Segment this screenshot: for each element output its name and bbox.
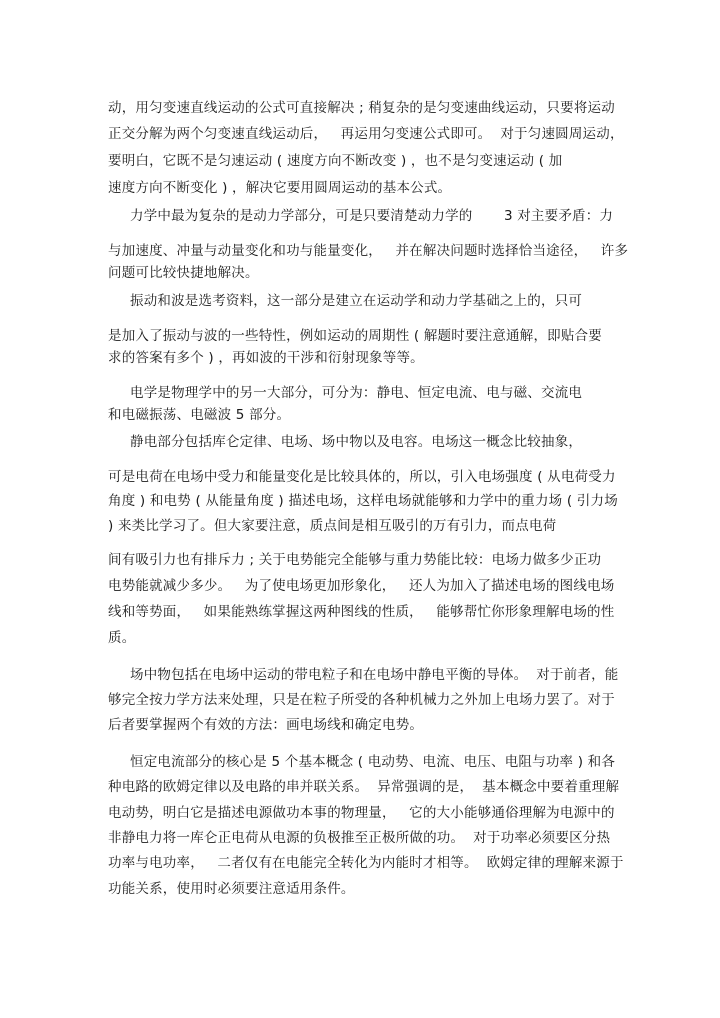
text-line: 电动势，明白它是描述电源做功本事的物理量， 它的大小能够通俗理解为电源中的: [108, 805, 615, 821]
text-line: 电势能就减少多少。 为了使电场更加形象化， 还人为加入了描述电场的图线电场: [108, 578, 615, 594]
text-line: 功率与电功率， 二者仅有在电能完全转化为内能时才相等。 欧姆定律的理解来源于: [108, 855, 624, 871]
text-line: 线和等势面， 如果能熟练掌握这两种图线的性质， 能够帮忙你形象理解电场的性: [108, 604, 615, 620]
text-line: 间有吸引力也有排斥力 ; 关于电势能完全能够与重力势能比较：电场力做多少正功: [108, 552, 602, 568]
text-line: 功能关系，使用时必须要注意适用条件。: [108, 881, 355, 897]
text-line: 与加速度、冲量与动量变化和功与能量变化， 并在解决问题时选择恰当途径， 许多: [108, 243, 629, 259]
text-line: 振动和波是选考资料，这一部分是建立在运动学和动力学基础之上的，只可: [130, 293, 583, 309]
text-line: 力学中最为复杂的是动力学部分，可是只要清楚动力学的 3 对主要矛盾：力: [130, 208, 614, 224]
text-line: 和电磁振荡、电磁波 5 部分。: [108, 407, 291, 423]
text-line: 速度方向不断变化 ) ，解决它要用圆周运动的基本公式。: [108, 180, 452, 196]
text-line: 是加入了振动与波的一些特性，例如运动的周期性 ( 解题时要注意通解，即贴合要: [108, 328, 602, 344]
text-line: 要明白，它既不是匀速运动 ( 速度方向不断改变 ) ，也不是匀变速运动 ( 加: [108, 153, 563, 169]
text-line: 种电路的欧姆定律以及电路的串并联关系。 异常强调的是， 基本概念中要着重理解: [108, 779, 620, 795]
text-line: 正交分解为两个匀变速直线运动后， 再运用匀变速公式即可。 对于匀速圆周运动，: [108, 126, 624, 142]
text-line: 动，用匀变速直线运动的公式可直接解决 ; 稍复杂的是匀变速曲线运动，只要将运动: [108, 100, 615, 116]
text-line: 角度 ) 和电势 ( 从能量角度 ) 描述电场，这样电场就能够和力学中的重力场 ( 引力场: [108, 493, 618, 509]
text-line: 够完全按力学方法来处理，只是在粒子所受的各种机械力之外加上电场力罢了。对于: [108, 692, 615, 708]
text-line: 后者要掌握两个有效的方法：画电场线和确定电势。: [108, 717, 424, 733]
text-line: 场中物包括在电场中运动的带电粒子和在电场中静电平衡的导体。 对于前者，能: [130, 667, 619, 683]
text-line: ) 来类比学习了。但大家要注意，质点间是相互吸引的万有引力，而点电荷: [108, 518, 557, 534]
text-line: 质。: [108, 630, 136, 646]
text-line: 电学是物理学中的另一大部分，可分为：静电、恒定电流、电与磁、交流电: [130, 385, 583, 401]
text-line: 非静电力将一库仑正电荷从电源的负极推至正极所做的功。 对于功率必须要区分热: [108, 830, 611, 846]
text-line: 静电部分包括库仑定律、电场、场中物以及电容。电场这一概念比较抽象，: [130, 434, 583, 450]
text-line: 可是电荷在电场中受力和能量变化是比较具体的，所以，引入电场强度 ( 从电荷受力: [108, 469, 616, 485]
text-line: 恒定电流部分的核心是 5 个基本概念 ( 电动势、电流、电压、电阻与功率 ) 和各: [130, 754, 616, 770]
text-line: 问题可比较快捷地解决。: [108, 265, 259, 281]
text-line: 求的答案有多个 ) ，再如波的干涉和衍射现象等等。: [108, 350, 424, 366]
